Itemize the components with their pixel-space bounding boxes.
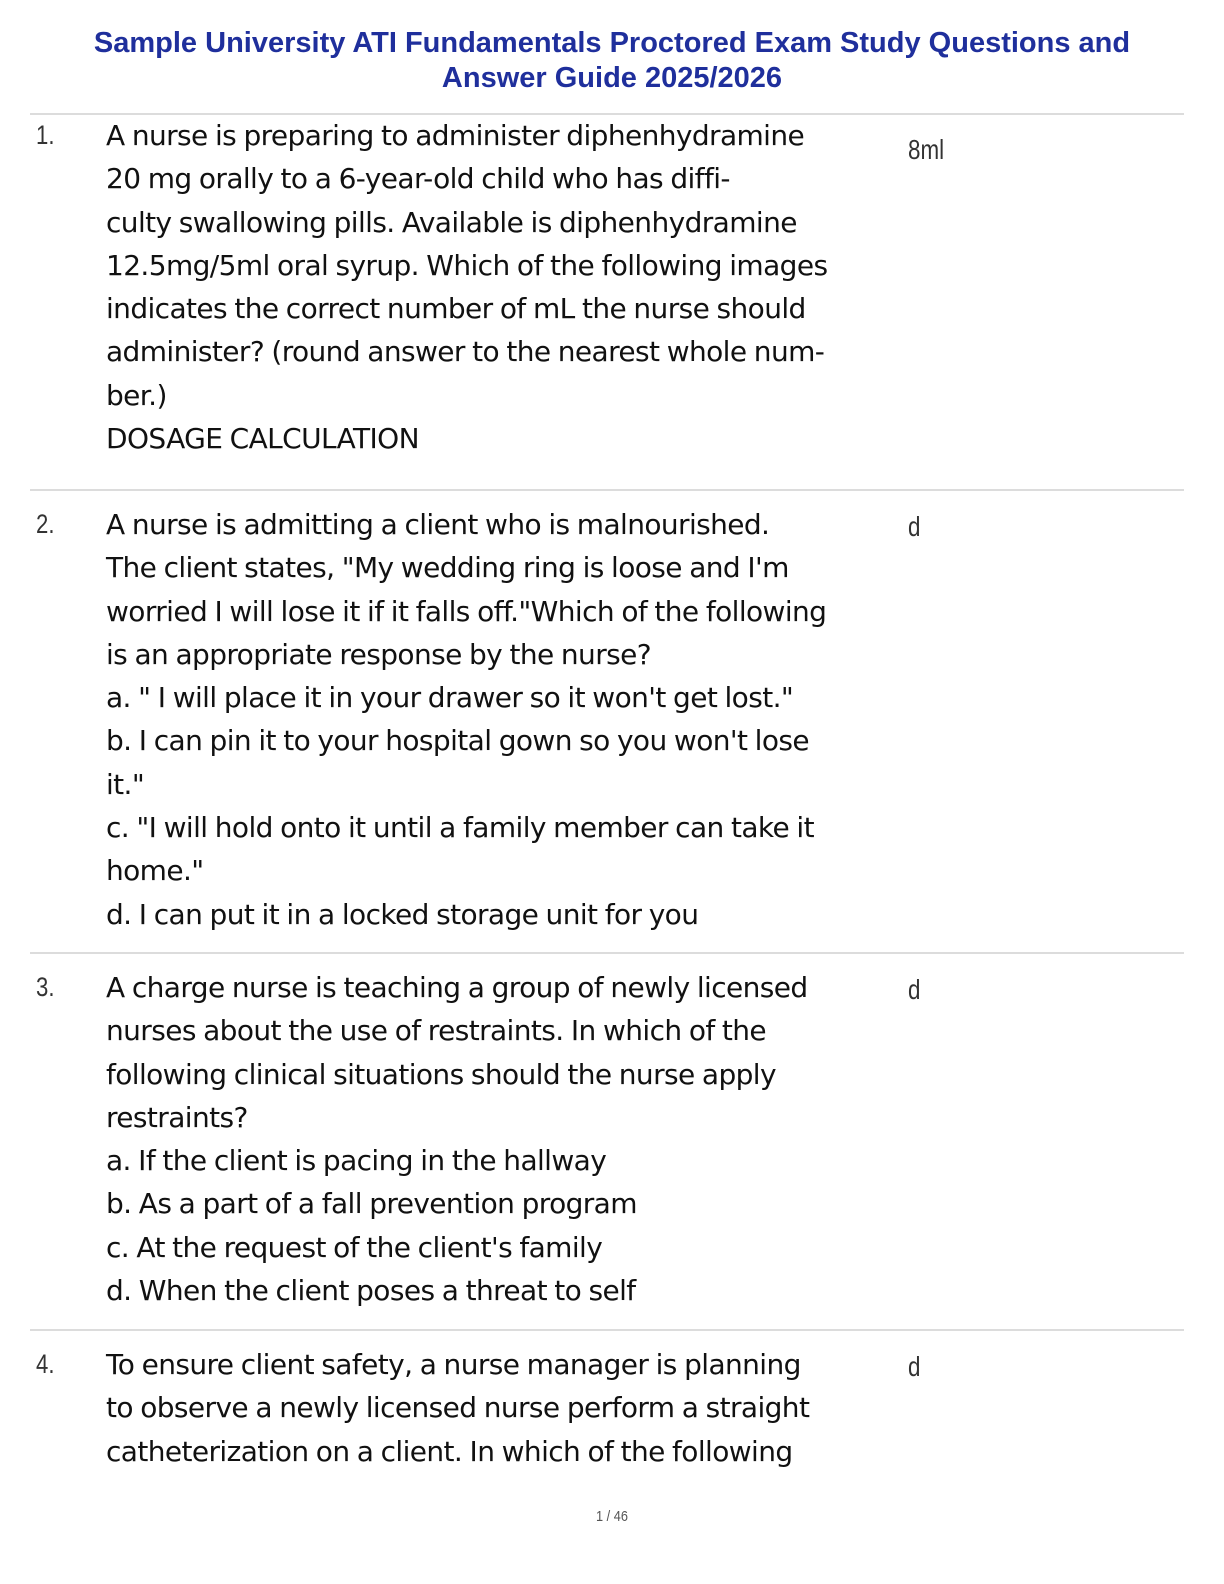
answer-option: b. I can pin it to your hospital gown so you won't lose: [106, 724, 809, 758]
question-line: is an appropriate response by the nurse?: [106, 637, 651, 671]
answer-option: c. At the request of the client's family: [106, 1230, 603, 1264]
question-text: [106, 1343, 906, 1473]
question-line: restraints?: [106, 1100, 248, 1134]
answer-option: a. " I will place it in your drawer so it won't get lost.": [106, 681, 794, 715]
question-line: DOSAGE CALCULATION: [106, 422, 419, 456]
question-line: A charge nurse is teaching a group of newly licensed: [106, 971, 808, 1004]
question-line: to observe a newly licensed nurse perform a straight: [106, 1391, 810, 1425]
answer: d: [908, 974, 921, 1005]
question-line: A nurse is admitting a client who is malnourished.: [106, 508, 770, 541]
question-line: culty swallowing pills. Available is diphenhydramine: [106, 205, 797, 239]
question-line: ber.): [106, 378, 167, 412]
answer-option: it.": [106, 767, 145, 801]
question-text: [106, 503, 906, 936]
answer-option: c. "I will hold onto it until a family member can take it: [106, 811, 814, 845]
answer-option: d. When the client poses a threat to self: [106, 1274, 636, 1308]
question-number: 4.: [36, 1349, 55, 1379]
answer: d: [908, 1351, 921, 1382]
question-line: indicates the correct number of mL the nurse should: [106, 292, 806, 326]
answer-option: home.": [106, 854, 204, 888]
question-text: [106, 114, 906, 460]
question-number: 2.: [36, 509, 55, 539]
title-line-2: Answer Guide 2025/2026: [441, 62, 783, 94]
divider: [30, 489, 1184, 491]
answer-option: a. If the client is pacing in the hallway: [106, 1144, 607, 1178]
divider: [30, 1329, 1184, 1331]
question-line: administer? (round answer to the nearest whole num-: [106, 335, 825, 369]
divider: [30, 952, 1184, 954]
question-number: 1.: [36, 120, 55, 150]
document-title: [0, 26, 1224, 96]
answer-option: d. I can put it in a locked storage unit for you: [106, 897, 699, 931]
answer-option: b. As a part of a fall prevention program: [106, 1187, 637, 1221]
question-line: To ensure client safety, a nurse manager is planning: [106, 1348, 801, 1381]
question-line: nurses about the use of restraints. In which of the: [106, 1014, 767, 1048]
question-line: following clinical situations should the nurse apply: [106, 1057, 776, 1091]
answer: 8ml: [908, 134, 945, 165]
question-line: A nurse is preparing to administer diphenhydramine: [106, 119, 805, 152]
page-number: 1 / 46: [596, 1508, 628, 1525]
question-line: 20 mg orally to a 6-year-old child who has diffi-: [106, 162, 730, 196]
title-line-1: Sample University ATI Fundamentals Proctored Exam Study Questions and: [93, 27, 1131, 59]
question-number: 3.: [36, 972, 55, 1002]
question-text: [106, 966, 906, 1312]
question-line: worried I will lose it if it falls off."Which of the following: [106, 594, 827, 628]
question-line: The client states, "My wedding ring is loose and I'm: [106, 551, 789, 585]
question-line: 12.5mg/5ml oral syrup. Which of the following images: [106, 248, 828, 282]
answer: d: [908, 511, 921, 542]
question-line: catheterization on a client. In which of the following: [106, 1434, 793, 1468]
